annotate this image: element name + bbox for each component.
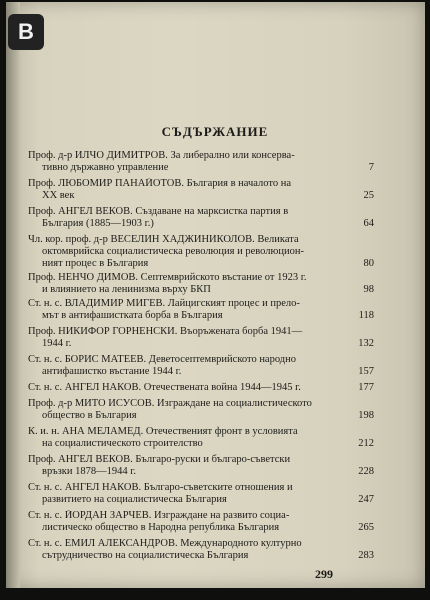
toc-entry-line1: Проф. ЛЮБОМИР ПАНАЙОТОВ. България в началото на xyxy=(28,178,292,189)
toc-entry-page: 228 xyxy=(358,466,374,477)
toc-entry-line1: Ст. н. с. ЙОРДАН ЗАРЧЕВ. Изграждане на развито социа- xyxy=(28,510,290,521)
toc-entry-line1: Чл. кор. проф. д-р ВЕСЕЛИН ХАДЖИНИКОЛОВ. Великата xyxy=(28,234,299,245)
toc-entry-line2: България (1885—1903 г.) xyxy=(42,218,154,229)
toc-entry-line3: ният процес в България xyxy=(42,258,149,269)
toc-entry-page: 25 xyxy=(363,190,374,201)
toc-entry-line1: Ст. н. с. АНГЕЛ НАКОВ. Българо-съветските отношения и xyxy=(28,482,293,493)
toc-entry-page: 247 xyxy=(358,494,374,505)
toc-entry-line2: XX век xyxy=(42,190,75,201)
toc-entry-line1: Ст. н. с. ВЛАДИМИР МИГЕВ. Лайцигският процес и прело- xyxy=(28,298,300,309)
toc-entry-page: 80 xyxy=(363,258,374,269)
toc-entry-line2: листическо общество в Народна република България xyxy=(42,522,280,533)
table-of-contents xyxy=(0,150,430,590)
toc-entry-line2: връзки 1878—1944 г. xyxy=(42,466,137,477)
toc-entry-page: 7 xyxy=(368,162,374,173)
toc-entry-page: 265 xyxy=(358,522,374,533)
toc-entry-line1: Проф. НИКИФОР ГОРНЕНСКИ. Въоръжената борба 1941— xyxy=(28,326,303,337)
toc-entry-line1: Проф. АНГЕЛ ВЕКОВ. Създаване на марксистка партия в xyxy=(28,206,289,217)
toc-entry-page: 198 xyxy=(358,410,374,421)
toc-entry-line2: 1944 г. xyxy=(42,338,72,349)
toc-entry-page: 118 xyxy=(358,310,374,321)
toc-entry-line1: Проф. НЕНЧО ДИМОВ. Септемврийското въстание от 1923 г. xyxy=(28,272,307,283)
toc-entry-line2: развитието на социалистическа България xyxy=(42,494,227,505)
toc-entry-page: 212 xyxy=(358,438,374,449)
toc-entry-page: 98 xyxy=(363,284,374,295)
toc-entry-page: 64 xyxy=(363,218,374,229)
toc-entry-page: 132 xyxy=(358,338,374,349)
toc-entry-line2: октомврийска социалистическа революция и революцион- xyxy=(42,246,304,257)
toc-entry-line2: сътрудничество на социалистическа България xyxy=(42,550,249,561)
toc-entry-page: 157 xyxy=(358,366,374,377)
toc-entry-line1: Ст. н. с. АНГЕЛ НАКОВ. Отечествената война 1944—1945 г. xyxy=(28,382,301,393)
page-title: СЪДЪРЖАНИЕ xyxy=(161,124,269,139)
toc-entry-page: 177 xyxy=(358,382,374,393)
toc-entry-line2: на социалистическото строителство xyxy=(42,438,203,449)
toc-entry-line1: Проф. АНГЕЛ ВЕКОВ. Българо-руски и българо-съветски xyxy=(28,454,291,465)
toc-entry-line1: К. и. н. АНА МЕЛАМЕД. Отечественият фронт в условията xyxy=(28,426,298,437)
toc-entry-line2: антифашистко въстание 1944 г. xyxy=(42,366,182,377)
toc-entry-line1: Проф. д-р ИЛЧО ДИМИТРОВ. За либерално или консерва- xyxy=(28,150,295,161)
toc-entry-line1: Проф. д-р МИТО ИСУСОВ. Изграждане на социалистическото xyxy=(28,398,312,409)
toc-entry-line2: мът в антифашистката борба в България xyxy=(42,310,223,321)
page-number: 299 xyxy=(315,567,333,581)
toc-entry-line1: Ст. н. с. БОРИС МАТЕЕВ. Деветосептемврийското народно xyxy=(28,354,297,365)
toc-entry-line2: и влиянието на ленинизма върху БКП xyxy=(42,284,211,295)
toc-entry-page: 283 xyxy=(358,550,374,561)
app-badge: B xyxy=(8,14,44,50)
toc-entry-line2: общество в България xyxy=(42,410,137,421)
toc-entry-line1: Ст. н. с. ЕМИЛ АЛЕКСАНДРОВ. Международното културно xyxy=(28,538,302,549)
toc-entry-line2: тивно държавно управление xyxy=(42,162,169,173)
